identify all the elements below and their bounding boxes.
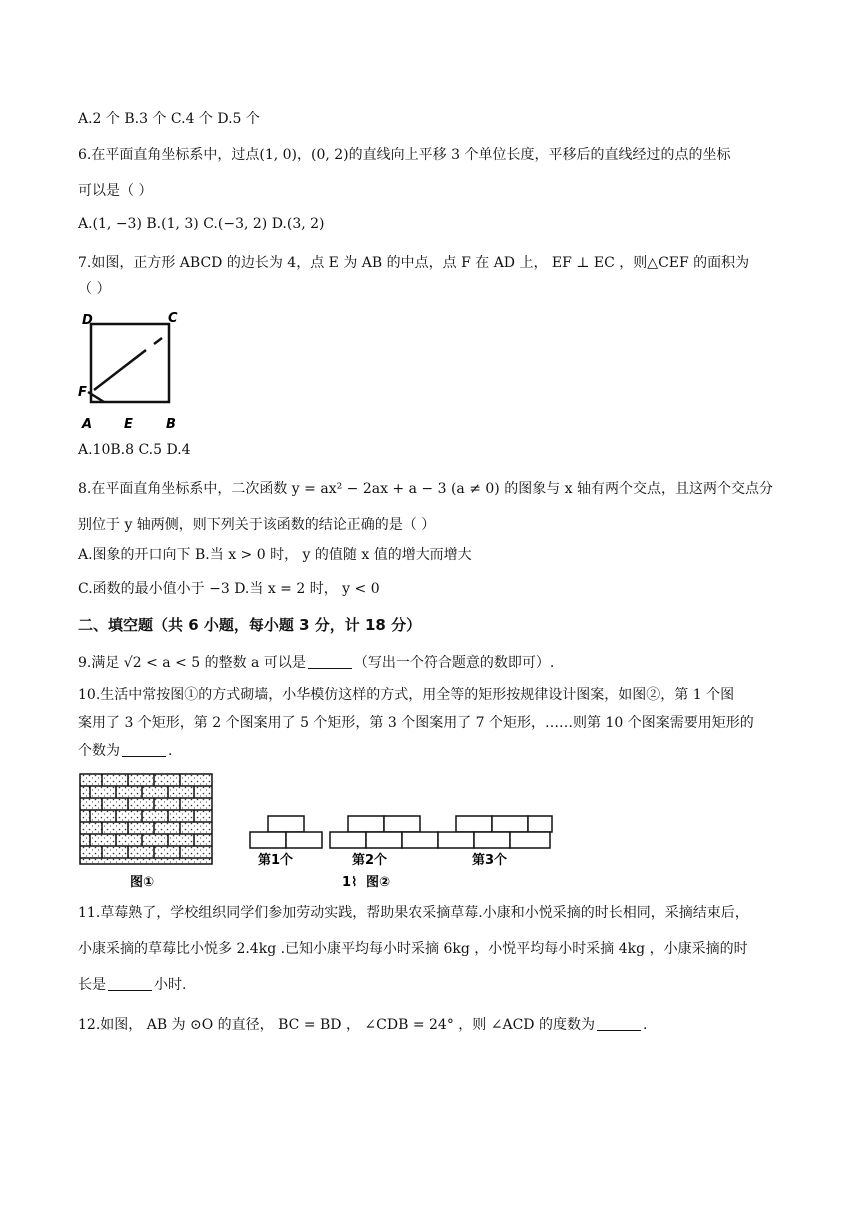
q12-prefix: 12.如图， AB 为 ⊙O 的直径， BC = BD ， ∠CDB = 24° ，则 ∠ACD 的度数为 — [78, 1017, 595, 1033]
square-figure — [76, 306, 186, 434]
pattern-3-label: 第3个 — [472, 853, 508, 868]
q8-stem-line2: 别位于 y 轴两侧，则下列关于该函数的结论正确的是（ ） — [78, 517, 436, 533]
q6-stem-line2: 可以是（ ） — [78, 183, 153, 199]
q12-stem — [78, 1014, 647, 1034]
label-e: E — [124, 417, 133, 432]
q10-stem-line3 — [78, 740, 172, 760]
q10-stem-line1: 10.生活中常按图①的方式砌墙，小华模仿这样的方式，用全等的矩形按规律设计图案，如图②，第 1 个图 — [78, 687, 735, 703]
pattern-2-label: 第2个 — [352, 853, 388, 868]
caption-fig2: 图② — [366, 875, 391, 890]
q11-stem-line2: 小康采摘的草莓比小悦多 2.4kg .已知小康平均每小时采摘 6kg ，小悦平均每小时采摘 4kg ，小康采摘的时 — [78, 941, 748, 957]
pattern-1 — [250, 816, 322, 848]
brick-pattern-figure — [76, 768, 556, 894]
q6-options: A.(1, −3) B.(1, 3) C.(−3, 2) D.(3, 2) — [78, 216, 325, 232]
label-b: B — [166, 417, 176, 432]
q10-stem-line2: 案用了 3 个矩形，第 2 个图案用了 5 个矩形，第 3 个图案用了 7 个矩形，……则第 10 个图案需要用矩形的 — [78, 715, 754, 731]
q8-options-cd: C.函数的最小值小于 −3 D.当 x = 2 时， y < 0 — [78, 581, 380, 597]
brick-wall — [80, 774, 212, 864]
q11-stem-line1: 11.草莓熟了，学校组织同学们参加劳动实践，帮助果农采摘草莓.小康和小悦采摘的时长相同，采摘结束后， — [78, 905, 749, 921]
q12-suffix: . — [642, 1017, 648, 1033]
label-c: C — [168, 311, 178, 326]
label-f: F — [78, 385, 87, 400]
label-a: A — [82, 417, 93, 432]
label-d: D — [82, 313, 93, 328]
pattern-2 — [330, 816, 438, 848]
pattern-1-label: 第1个 — [258, 853, 294, 868]
answer-blank — [597, 1029, 641, 1031]
answer-blank — [108, 989, 152, 991]
q5-options: A.2 个 B.3 个 C.4 个 D.5 个 — [78, 111, 260, 127]
q11-line3-suffix: 小时. — [154, 977, 187, 993]
caption-fig1: 图① — [130, 875, 155, 890]
q9-stem — [78, 652, 554, 672]
q8-options-ab: A.图象的开口向下 B.当 x > 0 时， y 的值随 x 值的增大而增大 — [78, 547, 472, 563]
q11-line3-prefix: 长是 — [78, 977, 106, 993]
answer-blank — [122, 755, 166, 757]
q11-stem-line3 — [78, 974, 186, 994]
q8-stem-line1: 8.在平面直角坐标系中，二次函数 y = ax² − 2ax + a − 3 (a ≠ 0) 的图象与 x 轴有两个交点，且这两个交点分 — [78, 481, 774, 497]
q6-stem-line1: 6.在平面直角坐标系中，过点(1, 0)，(0, 2)的直线向上平移 3 个单位长度，平移后的直线经过的点的坐标 — [78, 147, 731, 163]
stray-mark: 1⌇ — [342, 875, 358, 890]
segment-fc — [94, 350, 146, 390]
q10-line3-prefix: 个数为 — [78, 743, 120, 759]
q9-suffix: （写出一个符合题意的数即可）. — [353, 655, 555, 671]
q7-options: A.10B.8 C.5 D.4 — [78, 442, 191, 458]
q7-stem-line2: （ ） — [78, 281, 111, 297]
q10-line3-suffix: . — [168, 743, 173, 759]
answer-blank — [308, 667, 352, 669]
pattern-3 — [438, 816, 552, 848]
q7-stem-line1: 7.如图，正方形 ABCD 的边长为 4，点 E 为 AB 的中点，点 F 在 AD 上， EF ⊥ EC ，则△CEF 的面积为 — [78, 255, 750, 271]
q9-prefix: 9.满足 √2 < a < 5 的整数 a 可以是 — [78, 655, 306, 671]
section-title: 二、填空题（共 6 小题，每小题 3 分，计 18 分） — [78, 616, 422, 634]
